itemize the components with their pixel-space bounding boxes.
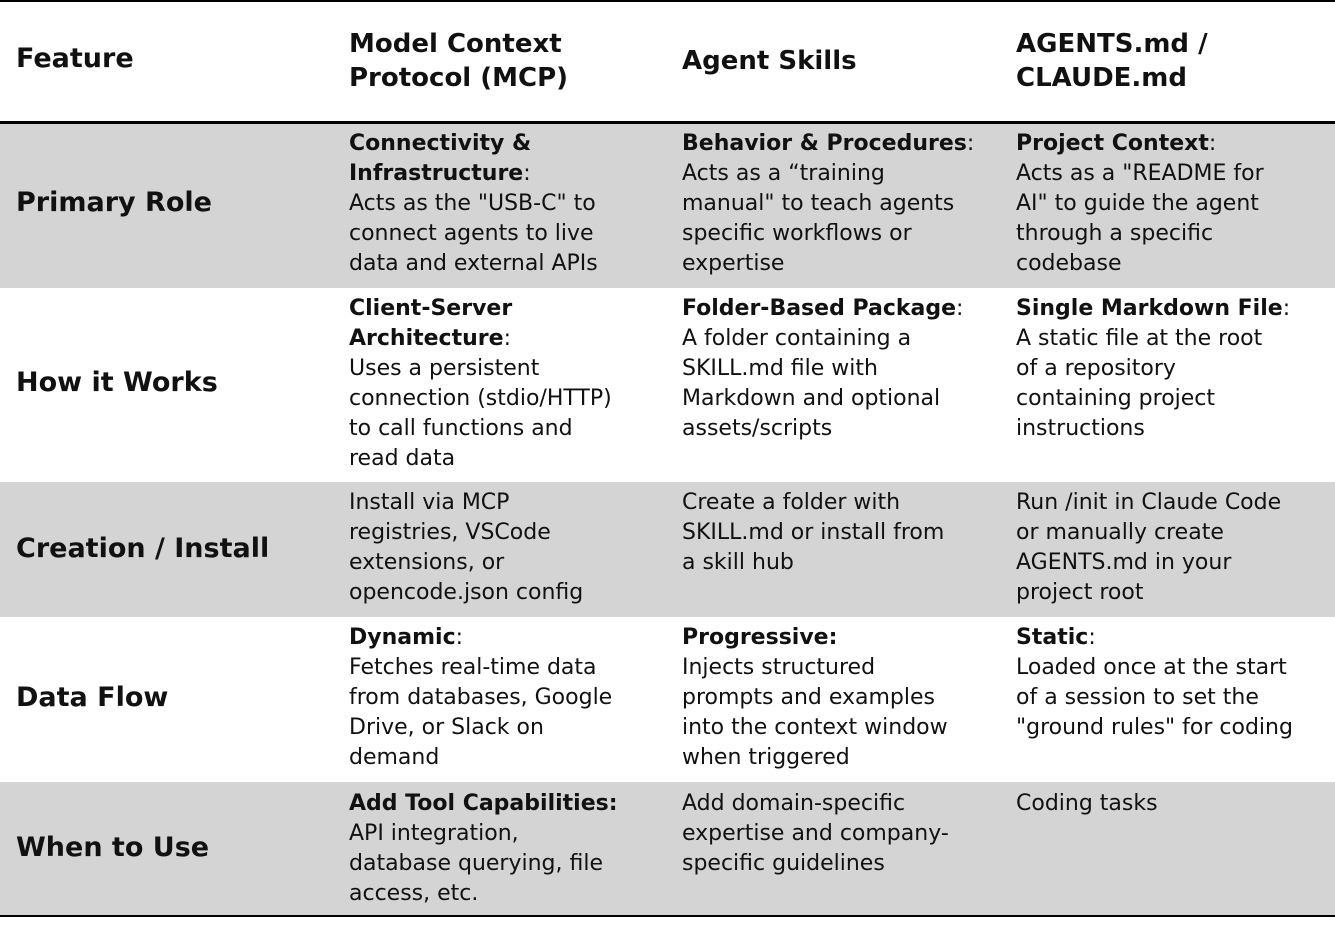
cell-line — [1016, 623, 1293, 653]
cell-text: extensions, or — [349, 550, 505, 575]
cell-line — [1016, 789, 1158, 819]
cell-line — [682, 653, 948, 683]
cell-bold-text: Single Markdown File — [1016, 296, 1283, 321]
cell-bold-text: Progressive: — [682, 625, 838, 650]
cell-line — [349, 444, 612, 474]
cell-bold-text: Project Context — [1016, 131, 1209, 156]
cell-line — [349, 849, 618, 879]
cell-line — [349, 518, 583, 548]
header-mcp-line: Protocol (MCP) — [349, 63, 569, 93]
cell-text: to call functions and — [349, 416, 573, 441]
cell-text: through a specific — [1016, 221, 1214, 246]
cell-line — [682, 129, 974, 159]
row-feature-label: Data Flow — [16, 682, 169, 713]
header-agents-line: AGENTS.md / — [1016, 29, 1208, 59]
cell-line — [349, 819, 618, 849]
cell-line — [349, 713, 612, 743]
table-row-data-flow — [0, 617, 1335, 782]
header-agent-skills — [682, 44, 857, 78]
cell-text: Uses a persistent — [349, 356, 540, 381]
cell-text: A static file at the root — [1016, 326, 1263, 351]
cell-line — [349, 414, 612, 444]
cell-line — [682, 849, 949, 879]
cell-mcp — [349, 789, 618, 909]
cell-line — [1016, 249, 1264, 279]
cell-line — [1016, 548, 1281, 578]
cell-text: of a session to set the — [1016, 685, 1259, 710]
cell-text: Acts as a "README for — [1016, 161, 1264, 186]
cell-text: expertise and company- — [682, 821, 949, 846]
cell-agents-md — [1016, 789, 1158, 819]
cell-line — [349, 623, 612, 653]
cell-text: Add domain-specific — [682, 791, 906, 816]
cell-line — [682, 623, 948, 653]
cell-text: Fetches real-time data — [349, 655, 597, 680]
cell-text: Run /init in Claude Code — [1016, 490, 1282, 515]
table-row-how-it-works — [0, 288, 1335, 482]
cell-line — [682, 548, 944, 578]
cell-agent-skills — [682, 789, 949, 879]
cell-bold-text: Client-Server — [349, 296, 513, 321]
table-row-when-to-use — [0, 782, 1335, 915]
cell-text: Coding tasks — [1016, 791, 1158, 816]
header-feature: Feature — [16, 43, 134, 74]
cell-line — [349, 683, 612, 713]
row-feature-label: When to Use — [16, 832, 210, 863]
cell-line — [1016, 294, 1290, 324]
cell-text: instructions — [1016, 416, 1145, 441]
cell-bold-text: Add Tool Capabilities: — [349, 791, 618, 816]
cell-line — [682, 414, 963, 444]
cell-text: Acts as the "USB-C" to — [349, 191, 596, 216]
cell-line — [349, 743, 612, 773]
cell-bold-text: Behavior & Procedures — [682, 131, 967, 156]
cell-line — [682, 683, 948, 713]
cell-line — [682, 488, 944, 518]
cell-bold-text: Dynamic — [349, 625, 456, 650]
cell-line — [682, 789, 949, 819]
header-agents-md — [1016, 27, 1208, 95]
cell-text: Create a folder with — [682, 490, 901, 515]
cell-text: or manually create — [1016, 520, 1224, 545]
cell-text: when triggered — [682, 745, 850, 770]
cell-line — [1016, 518, 1281, 548]
cell-line — [682, 743, 948, 773]
cell-agents-md — [1016, 488, 1281, 608]
cell-line — [1016, 578, 1281, 608]
cell-text: project root — [1016, 580, 1144, 605]
cell-line — [682, 159, 974, 189]
cell-agents-md — [1016, 129, 1264, 279]
cell-line — [349, 789, 618, 819]
cell-line — [682, 518, 944, 548]
cell-text: demand — [349, 745, 440, 770]
cell-text: : — [503, 326, 511, 351]
cell-line — [1016, 354, 1290, 384]
cell-line — [682, 324, 963, 354]
cell-bold-text: Architecture — [349, 326, 504, 351]
cell-line — [349, 219, 598, 249]
cell-text: of a repository — [1016, 356, 1176, 381]
cell-text: : — [1208, 131, 1217, 156]
cell-line — [682, 189, 974, 219]
cell-text: registries, VSCode — [349, 520, 551, 545]
cell-line — [349, 189, 598, 219]
cell-line — [349, 249, 598, 279]
cell-line — [682, 713, 948, 743]
row-feature-label: Creation / Install — [16, 533, 270, 564]
cell-line — [1016, 384, 1290, 414]
cell-text: manual" to teach agents — [682, 191, 955, 216]
cell-line — [1016, 159, 1264, 189]
cell-line — [682, 249, 974, 279]
cell-line — [349, 324, 612, 354]
cell-text: SKILL.md or install from — [682, 520, 945, 545]
cell-text: "ground rules" for coding — [1016, 715, 1293, 740]
cell-mcp — [349, 294, 612, 474]
cell-text: a skill hub — [682, 550, 794, 575]
cell-text: : — [956, 296, 964, 321]
cell-text: into the context window — [682, 715, 948, 740]
cell-text: connection (stdio/HTTP) — [349, 386, 612, 411]
cell-line — [1016, 219, 1264, 249]
cell-text: specific workflows or — [682, 221, 912, 246]
cell-line — [1016, 129, 1264, 159]
cell-line — [349, 354, 612, 384]
cell-text: : — [523, 161, 531, 186]
cell-text: assets/scripts — [682, 416, 833, 441]
cell-line — [1016, 653, 1293, 683]
header-mcp-line: Model Context — [349, 29, 562, 59]
cell-text: data and external APIs — [349, 251, 598, 276]
cell-text: codebase — [1016, 251, 1122, 276]
cell-text: Injects structured — [682, 655, 876, 680]
cell-agent-skills — [682, 294, 963, 444]
cell-line — [682, 819, 949, 849]
cell-agent-skills — [682, 129, 974, 279]
cell-text: Acts as a “training — [682, 161, 885, 186]
cell-agents-md — [1016, 623, 1293, 743]
cell-line — [349, 653, 612, 683]
table-bottom-rule — [0, 915, 1335, 917]
cell-line — [1016, 189, 1264, 219]
row-feature-label: Primary Role — [16, 187, 212, 218]
cell-text: expertise — [682, 251, 785, 276]
table-row-creation-install — [0, 482, 1335, 617]
cell-text: from databases, Google — [349, 685, 613, 710]
cell-line — [349, 879, 618, 909]
row-feature-label: How it Works — [16, 367, 218, 398]
cell-agents-md — [1016, 294, 1290, 444]
cell-line — [1016, 414, 1290, 444]
cell-text: containing project — [1016, 386, 1216, 411]
cell-line — [1016, 713, 1293, 743]
cell-text: read data — [349, 446, 456, 471]
cell-line — [1016, 324, 1290, 354]
cell-text: AGENTS.md in your — [1016, 550, 1232, 575]
cell-line — [682, 294, 963, 324]
cell-line — [349, 159, 598, 189]
cell-bold-text: Static — [1016, 625, 1089, 650]
cell-line — [1016, 488, 1281, 518]
cell-text: opencode.json config — [349, 580, 584, 605]
cell-bold-text: Connectivity & — [349, 131, 532, 156]
cell-text: database querying, file — [349, 851, 604, 876]
header-agents-line: CLAUDE.md — [1016, 63, 1188, 93]
header-mcp — [349, 27, 568, 95]
header-row — [0, 2, 1335, 121]
cell-text: specific guidelines — [682, 851, 885, 876]
table-row-primary-role — [0, 124, 1335, 288]
cell-text: : — [1088, 625, 1096, 650]
cell-text: : — [455, 625, 464, 650]
cell-mcp — [349, 129, 598, 279]
cell-line — [349, 294, 612, 324]
cell-line — [349, 384, 612, 414]
cell-text: : — [1282, 296, 1291, 321]
cell-text: Loaded once at the start — [1016, 655, 1287, 680]
cell-line — [349, 488, 583, 518]
cell-text: SKILL.md file with — [682, 356, 878, 381]
cell-text: Markdown and optional — [682, 386, 941, 411]
cell-text: access, etc. — [349, 881, 479, 906]
cell-bold-text: Folder-Based Package — [682, 296, 957, 321]
cell-line — [349, 129, 598, 159]
cell-text: : — [966, 131, 975, 156]
cell-text: AI" to guide the agent — [1016, 191, 1259, 216]
cell-line — [349, 578, 583, 608]
header-skills-line: Agent Skills — [682, 46, 857, 76]
cell-text: prompts and examples — [682, 685, 935, 710]
cell-agent-skills — [682, 488, 944, 578]
cell-text: A folder containing a — [682, 326, 912, 351]
cell-text: connect agents to live — [349, 221, 594, 246]
cell-line — [1016, 683, 1293, 713]
cell-text: Install via MCP — [349, 490, 510, 515]
cell-line — [682, 219, 974, 249]
cell-line — [349, 548, 583, 578]
cell-mcp — [349, 623, 612, 773]
cell-mcp — [349, 488, 583, 608]
cell-agent-skills — [682, 623, 948, 773]
cell-line — [682, 354, 963, 384]
cell-text: API integration, — [349, 821, 519, 846]
cell-bold-text: Infrastructure — [349, 161, 524, 186]
cell-text: Drive, or Slack on — [349, 715, 544, 740]
cell-line — [682, 384, 963, 414]
